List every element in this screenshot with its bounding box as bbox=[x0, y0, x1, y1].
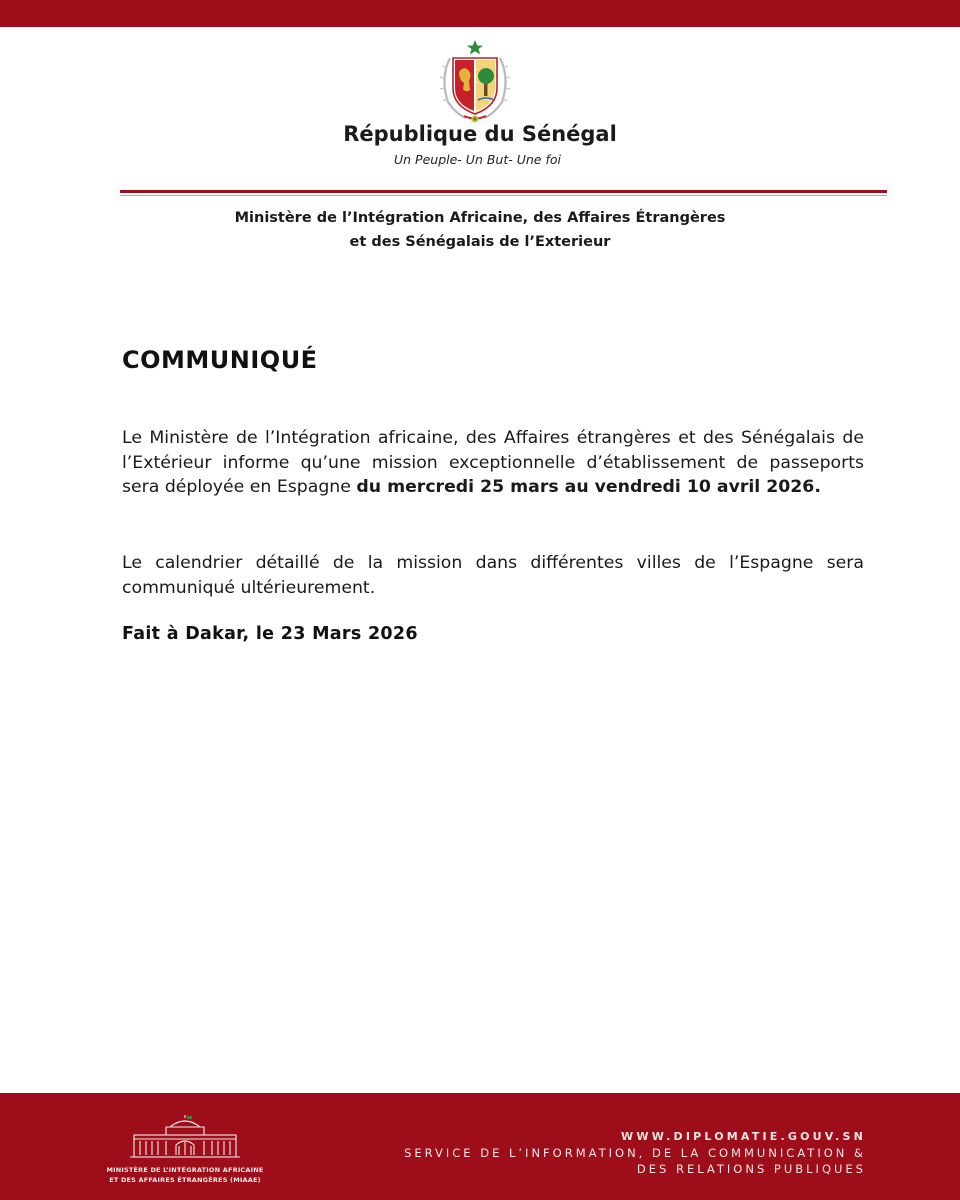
ministry-name-line-2: et des Sénégalais de l’Exterieur bbox=[349, 234, 611, 250]
footer bbox=[0, 1093, 960, 1200]
service-line-1: SERVICE DE L’INFORMATION, DE LA COMMUNICATION & bbox=[404, 1146, 866, 1160]
paragraph-1-text: Le Ministère de l’Intégration africaine, des Affaires étrangères et des Sénégalais de l’Extérieur informe qu’une mission exceptionnelle d’établissement de passeports sera déployée en Espagne bbox=[122, 428, 864, 497]
service-line-2: DES RELATIONS PUBLIQUES bbox=[636, 1162, 866, 1176]
ministry-name-line-1: Ministère de l’Intégration Africaine, des Affaires Étrangères bbox=[234, 210, 726, 226]
ministry-building-logo-icon bbox=[126, 1115, 244, 1159]
top-banner bbox=[0, 0, 960, 27]
footer-ministry-line-1: MINISTÈRE DE L’INTÉGRATION AFRICAINE bbox=[106, 1166, 264, 1174]
republic-title: République du Sénégal bbox=[343, 122, 617, 146]
communique-paragraph-2: Le calendrier détaillé de la mission dans différentes villes de l’Espagne sera communiqué ultérieurement. bbox=[122, 553, 864, 598]
footer-ministry-line-2: ET DES AFFAIRES ÉTRANGÈRES (MIAAE) bbox=[109, 1176, 261, 1184]
header-divider-thin bbox=[120, 195, 887, 196]
footer-contact bbox=[404, 1129, 866, 1177]
header-divider bbox=[120, 190, 887, 193]
ministry-name bbox=[0, 206, 960, 254]
paragraph-1-dates: du mercredi 25 mars au vendredi 10 avril 2026. bbox=[356, 477, 821, 497]
communique-paragraph-1 bbox=[122, 426, 864, 500]
national-motto: Un Peuple- Un But- Une foi bbox=[394, 152, 561, 167]
footer-ministry-name bbox=[96, 1165, 274, 1185]
website-link[interactable]: WWW.DIPLOMATIE.GOUV.SN bbox=[621, 1130, 866, 1143]
senegal-coat-of-arms-icon bbox=[436, 38, 514, 124]
communique-title: COMMUNIQUÉ bbox=[122, 346, 318, 374]
signoff-place-date: Fait à Dakar, le 23 Mars 2026 bbox=[122, 624, 418, 644]
